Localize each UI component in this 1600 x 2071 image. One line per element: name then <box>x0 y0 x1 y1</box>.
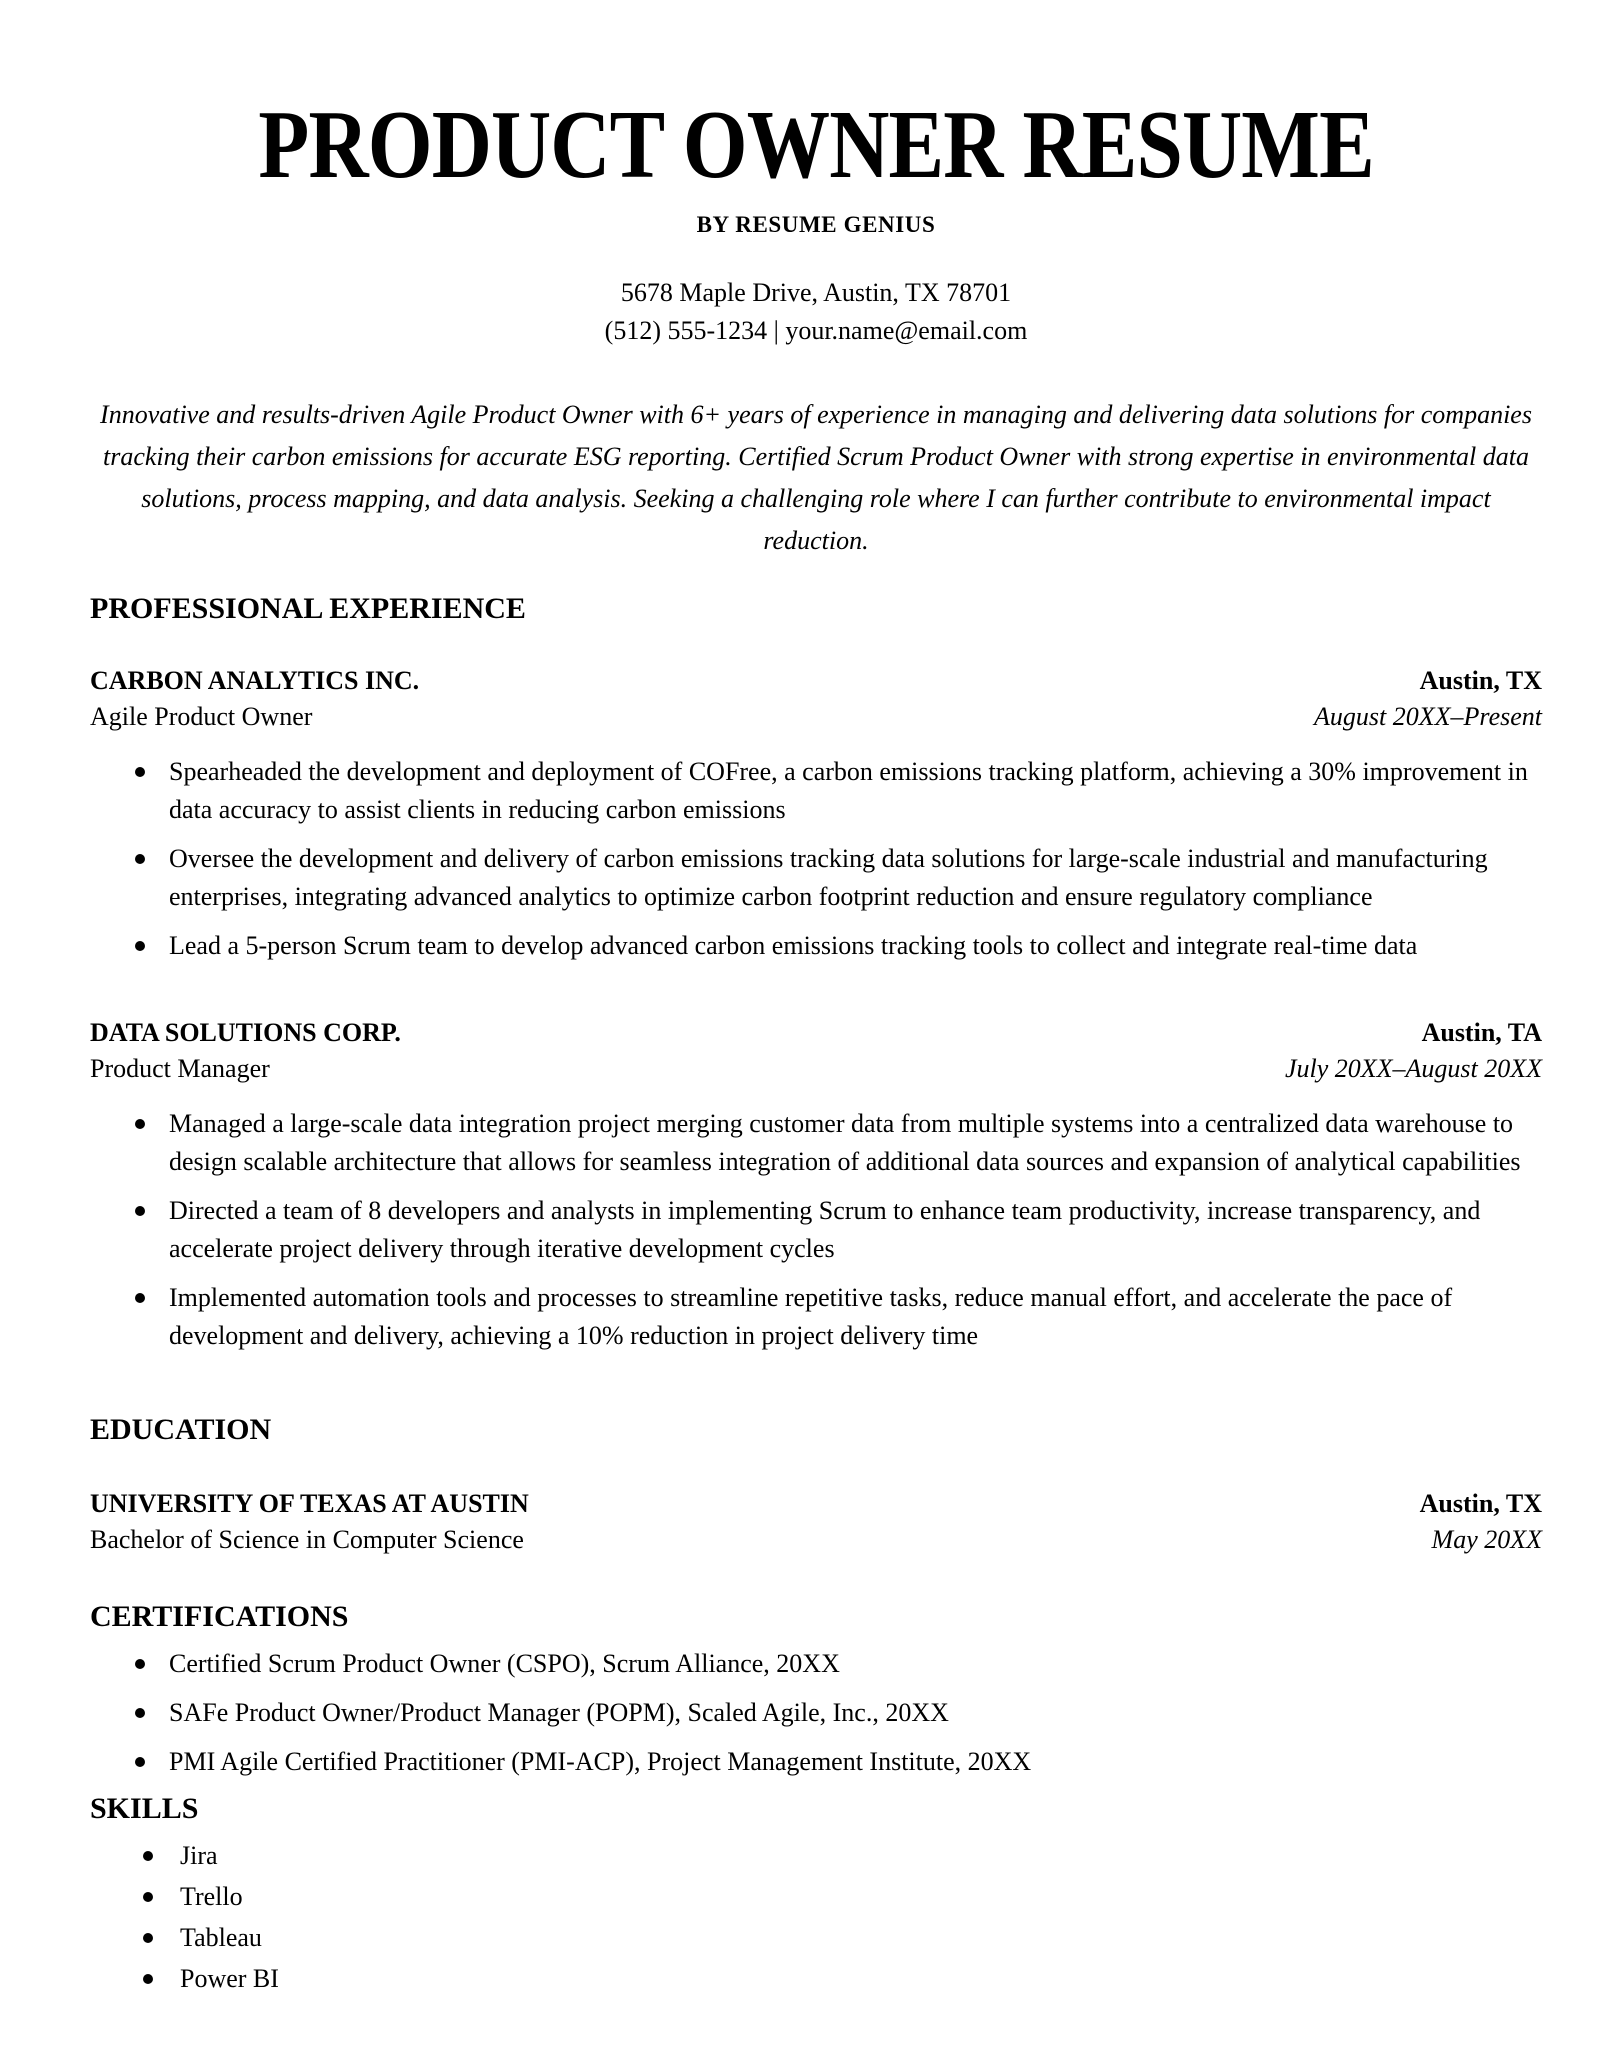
section-education <box>90 1413 1542 1558</box>
job-dates: July 20XX–August 20XX <box>1284 1054 1542 1083</box>
bullet-icon <box>143 1933 153 1943</box>
certification-text: SAFe Product Owner/Product Manager (POPM), Scaled Agile, Inc., 20XX <box>169 1698 949 1727</box>
skill-text: Jira <box>180 1841 218 1870</box>
certification-item <box>135 1645 1542 1683</box>
certification-list <box>90 1645 1542 1781</box>
company-location: Austin, TX <box>1419 666 1542 695</box>
job-role: Product Manager <box>90 1054 270 1083</box>
skill-text: Tableau <box>180 1923 262 1952</box>
school-location: Austin, TX <box>1419 1489 1542 1518</box>
bullet-text: Oversee the development and delivery of carbon emissions tracking data solutions for large-scale industrial and manufacturing enterprises, integrating advanced analytics to optimize carbon footprint reduction and ensure regulatory compliance <box>169 844 1488 911</box>
company-name: DATA SOLUTIONS CORP. <box>90 1018 401 1047</box>
job-company-row <box>90 663 1542 699</box>
bullet-icon <box>143 1851 153 1861</box>
job-carbon-analytics <box>90 663 1542 735</box>
job-role-row <box>90 1051 1542 1087</box>
skill-item <box>143 1919 1542 1957</box>
education-entry <box>90 1486 1542 1558</box>
bullet-icon <box>135 1119 145 1129</box>
bullet-icon <box>143 1974 153 1984</box>
education-school-row <box>90 1486 1542 1522</box>
section-experience <box>90 592 1542 1355</box>
bullet-icon <box>135 1708 145 1718</box>
job-company-row <box>90 1015 1542 1051</box>
bullet-icon <box>135 854 145 864</box>
section-heading-skills: SKILLS <box>90 1792 199 1825</box>
address-line: 5678 Maple Drive, Austin, TX 78701 <box>620 278 1012 307</box>
bullet-icon <box>135 1206 145 1216</box>
experience-bullet <box>135 1192 1542 1268</box>
job-role-row <box>90 699 1542 735</box>
bullet-icon <box>143 1892 153 1902</box>
bullet-text: Spearheaded the development and deployment of COFree, a carbon emissions tracking platform, achieving a 30% improvement in data accuracy to assist clients in reducing carbon emissions <box>169 757 1528 824</box>
skills-list <box>90 1837 1542 1998</box>
experience-bullet <box>135 1279 1542 1355</box>
section-certifications <box>90 1600 1542 1781</box>
byline: BY RESUME GENIUS <box>696 212 936 237</box>
school-name: UNIVERSITY OF TEXAS AT AUSTIN <box>90 1489 529 1518</box>
certification-item <box>135 1694 1542 1732</box>
contact-block <box>90 274 1542 350</box>
experience-bullet <box>135 753 1542 829</box>
company-name: CARBON ANALYTICS INC. <box>90 666 420 695</box>
page-title <box>90 0 1542 199</box>
company-location: Austin, TA <box>1421 1018 1542 1047</box>
certification-item <box>135 1743 1542 1781</box>
section-skills <box>90 1792 1542 1998</box>
resume-header <box>90 0 1542 562</box>
job-dates: August 20XX–Present <box>1314 702 1542 731</box>
degree-name: Bachelor of Science in Computer Science <box>90 1525 524 1554</box>
page-title-text: PRODUCT OWNER RESUME <box>258 91 1374 199</box>
experience-bullet <box>135 927 1542 965</box>
job-role: Agile Product Owner <box>90 702 313 731</box>
bullet-text: Managed a large-scale data integration project merging customer data from multiple systems into a centralized data warehouse to design scalable architecture that allows for seamless integration of additional data sources and expansion of analytical capabilities <box>169 1109 1521 1176</box>
bullet-text: Implemented automation tools and processes to streamline repetitive tasks, reduce manual effort, and accelerate the pace of development and delivery, achieving a 10% reduction in project delivery time <box>169 1283 1453 1350</box>
bullet-text: Directed a team of 8 developers and analysts in implementing Scrum to enhance team productivity, increase transparency, and accelerate project delivery through iterative development cycles <box>169 1196 1481 1263</box>
education-degree-row <box>90 1522 1542 1558</box>
bullet-text: Lead a 5-person Scrum team to develop advanced carbon emissions tracking tools to collect and integrate real-time data <box>169 931 1418 960</box>
bullet-icon <box>135 1659 145 1669</box>
section-heading-experience: PROFESSIONAL EXPERIENCE <box>90 592 526 625</box>
section-heading-education: EDUCATION <box>90 1413 272 1446</box>
phone-email-line: (512) 555-1234 | your.name@email.com <box>604 316 1028 345</box>
skill-item <box>143 1878 1542 1916</box>
job-bullet-list <box>90 1105 1542 1355</box>
skill-text: Trello <box>180 1882 243 1911</box>
bullet-icon <box>135 1293 145 1303</box>
skill-item <box>143 1960 1542 1998</box>
experience-bullet <box>135 1105 1542 1181</box>
job-data-solutions <box>90 1015 1542 1087</box>
summary-paragraph: Innovative and results-driven Agile Product Owner with 6+ years of experience in managing and delivering data solutions for companies tracking their carbon emissions for accurate ESG reporting. Certified Scrum Product Owner with strong expertise in environmental data solutions, process mapping, and data analysis. Seeking a challenging role where I can further contribute to environmental impact reduction. <box>100 400 1532 555</box>
graduation-date: May 20XX <box>1431 1525 1542 1554</box>
bullet-icon <box>135 941 145 951</box>
section-heading-certifications: CERTIFICATIONS <box>90 1600 349 1633</box>
bullet-icon <box>135 1757 145 1767</box>
skill-text: Power BI <box>180 1964 279 1993</box>
job-bullet-list <box>90 753 1542 965</box>
skill-item <box>143 1837 1542 1875</box>
experience-bullet <box>135 840 1542 916</box>
bullet-icon <box>135 767 145 777</box>
certification-text: PMI Agile Certified Practitioner (PMI-ACP), Project Management Institute, 20XX <box>169 1747 1032 1776</box>
certification-text: Certified Scrum Product Owner (CSPO), Scrum Alliance, 20XX <box>169 1649 840 1678</box>
